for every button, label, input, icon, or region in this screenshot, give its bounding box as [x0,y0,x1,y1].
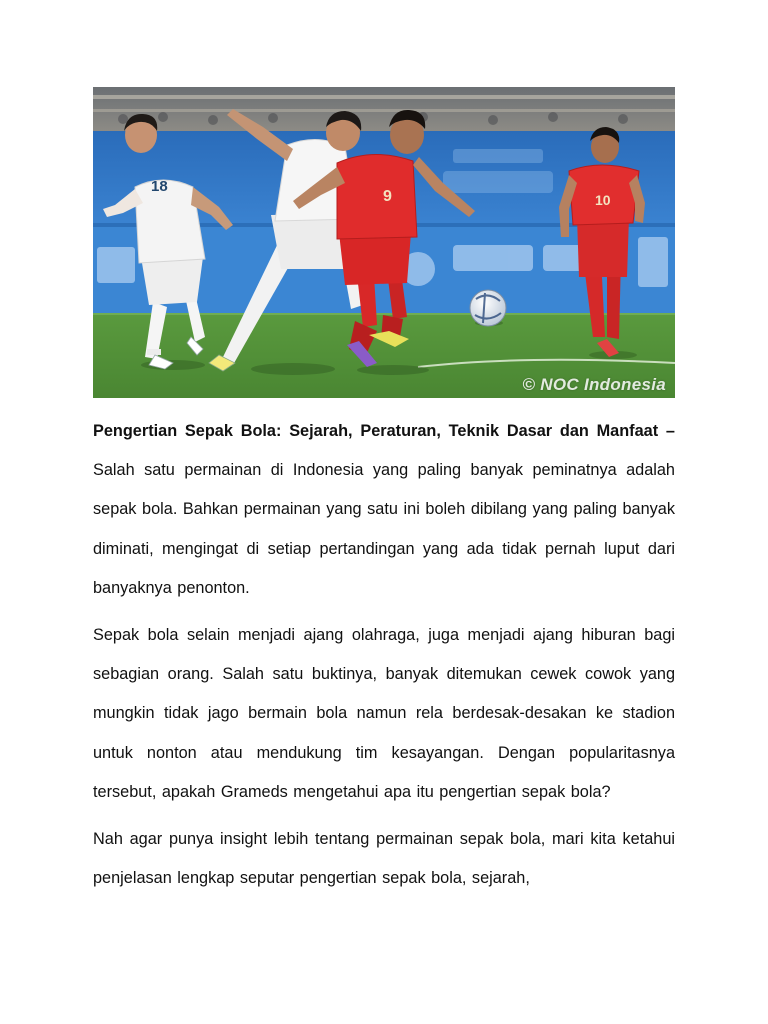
jersey-number-9: 9 [383,188,392,205]
document-page [93,87,675,898]
jersey-number-18: 18 [151,178,168,195]
football-match-illustration [93,87,675,398]
photo-watermark: © NOC Indonesia [522,375,666,394]
body-paragraph-2: Sepak bola selain menjadi ajang olahraga, juga menjadi ajang hiburan bagi sebagian orang. Salah satu buktinya, banyak ditemukan cewek cowok yang mungkin tidak jago bermain bola namun rela berdesak-desakan ke stadion untuk nonton atau mendukung tim kesayangan. Dengan popularitasnya tersebut, apakah Grameds mengetahui apa itu pengertian sepak bola? [93,626,675,801]
football [470,290,506,326]
intro-paragraph [93,412,675,608]
jersey-number-10: 10 [595,192,611,208]
article-title-lead: Pengertian Sepak Bola: Sejarah, Peraturan, Teknik Dasar dan Manfaat – [93,422,675,440]
football-match-photo [93,87,675,398]
intro-text: Salah satu permainan di Indonesia yang paling banyak peminatnya adalah sepak bola. Bahkan permainan yang satu ini boleh dibilang yang paling banyak diminati, mengingat di setiap pertandingan yang ada tidak pernah luput dari banyaknya penonton. [93,461,675,597]
body-paragraph-3: Nah agar punya insight lebih tentang permainan sepak bola, mari kita ketahui penjelasan lengkap seputar pengertian sepak bola, sejarah, [93,830,675,888]
